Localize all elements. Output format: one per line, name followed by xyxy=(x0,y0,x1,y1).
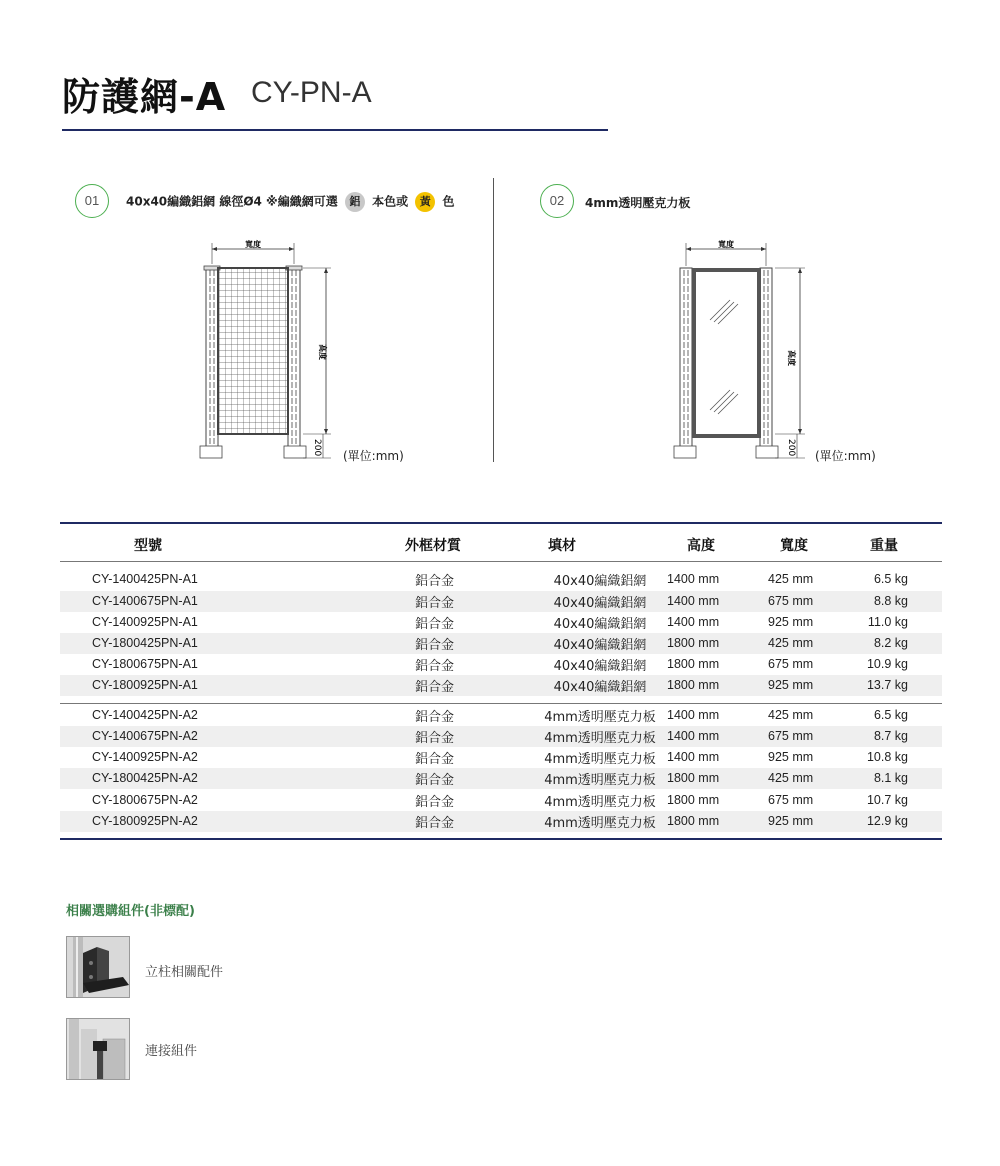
cell-width: 425 mm xyxy=(768,572,814,586)
cell-fill: 40x40編織鋁網 xyxy=(553,617,647,632)
cell-frame: 鋁合金 xyxy=(415,680,455,695)
connector-accessory-image[interactable] xyxy=(66,1018,130,1080)
page-title: 防護網-A xyxy=(62,75,227,119)
cell-weight: 8.7 kg xyxy=(873,729,908,743)
section-2-description: 4mm透明壓克力板 xyxy=(585,196,691,210)
table-top-rule xyxy=(60,522,942,524)
cell-frame: 鋁合金 xyxy=(415,773,455,788)
cell-frame: 鋁合金 xyxy=(415,752,455,767)
cell-model: CY-1400925PN-A1 xyxy=(92,615,198,629)
cell-frame: 鋁合金 xyxy=(415,617,455,632)
height-label: 高度 xyxy=(318,344,327,360)
header-height: 高度 xyxy=(687,538,715,554)
related-item-label[interactable]: 立柱相關配件 xyxy=(145,965,224,980)
cell-height: 1400 mm xyxy=(667,594,720,608)
unit-label: (單位:mm) xyxy=(815,449,876,463)
related-item-label[interactable]: 連接組件 xyxy=(145,1044,198,1059)
cell-width: 925 mm xyxy=(768,814,814,828)
cell-height: 1400 mm xyxy=(667,729,720,743)
cell-width: 425 mm xyxy=(768,708,814,722)
table-bottom-rule xyxy=(60,838,942,840)
header-model: 型號 xyxy=(134,538,162,554)
unit-label: (單位:mm) xyxy=(343,449,404,463)
table-row xyxy=(60,790,942,811)
post-bracket-icon xyxy=(67,937,130,998)
cell-weight: 8.1 kg xyxy=(873,771,908,785)
post-accessory-image[interactable] xyxy=(66,936,130,998)
cell-fill: 4mm透明壓克力板 xyxy=(544,816,656,831)
header-frame: 外框材質 xyxy=(405,538,461,554)
cell-height: 1800 mm xyxy=(667,636,720,650)
offset-label: 200 xyxy=(786,439,796,457)
table-row xyxy=(60,633,942,654)
product-code: CY-PN-A xyxy=(251,76,372,109)
cell-fill: 4mm透明壓克力板 xyxy=(544,710,656,725)
cell-fill: 40x40編織鋁網 xyxy=(553,596,647,611)
section-1-text-after: 色 xyxy=(442,194,455,209)
cell-frame: 鋁合金 xyxy=(415,816,455,831)
cell-weight: 8.8 kg xyxy=(873,594,908,608)
cell-weight: 8.2 kg xyxy=(873,636,908,650)
table-row xyxy=(60,726,942,747)
offset-label: 200 xyxy=(312,439,322,457)
cell-model: CY-1400425PN-A1 xyxy=(92,572,198,586)
section-1-description xyxy=(126,192,455,212)
cell-fill: 40x40編織鋁網 xyxy=(553,659,647,674)
cell-weight: 11.0 kg xyxy=(867,615,908,629)
cell-model: CY-1800425PN-A1 xyxy=(92,636,198,650)
cell-frame: 鋁合金 xyxy=(415,574,455,589)
cell-height: 1400 mm xyxy=(667,708,720,722)
table-group-rule xyxy=(60,703,942,704)
cell-weight: 6.5 kg xyxy=(873,708,908,722)
cell-frame: 鋁合金 xyxy=(415,659,455,674)
table-row xyxy=(60,569,942,590)
cell-height: 1800 mm xyxy=(667,793,720,807)
cell-model: CY-1800425PN-A2 xyxy=(92,771,198,785)
cell-height: 1800 mm xyxy=(667,657,720,671)
cell-width: 675 mm xyxy=(768,594,814,608)
cell-height: 1400 mm xyxy=(667,615,720,629)
cell-height: 1800 mm xyxy=(667,814,720,828)
cell-model: CY-1800675PN-A2 xyxy=(92,793,198,807)
cell-model: CY-1800925PN-A1 xyxy=(92,678,198,692)
cell-weight: 6.5 kg xyxy=(873,572,908,586)
cell-weight: 10.9 kg xyxy=(866,657,908,671)
cell-fill: 40x40編織鋁網 xyxy=(553,574,647,589)
cell-frame: 鋁合金 xyxy=(415,710,455,725)
cell-weight: 13.7 kg xyxy=(866,678,908,692)
cell-model: CY-1400675PN-A2 xyxy=(92,729,198,743)
section-1-text-before: 40x40編織鋁網 線徑Ø4 ※編織網可選 xyxy=(126,194,338,209)
cell-height: 1400 mm xyxy=(667,572,720,586)
cell-model: CY-1800925PN-A2 xyxy=(92,814,198,828)
table-row xyxy=(60,768,942,789)
cell-height: 1800 mm xyxy=(667,771,720,785)
cell-fill: 4mm透明壓克力板 xyxy=(544,773,656,788)
cell-weight: 10.8 kg xyxy=(866,750,908,764)
cell-model: CY-1400925PN-A2 xyxy=(92,750,198,764)
cell-frame: 鋁合金 xyxy=(415,638,455,653)
cell-fill: 40x40編織鋁網 xyxy=(553,638,647,653)
cell-width: 925 mm xyxy=(768,615,814,629)
cell-model: CY-1400425PN-A2 xyxy=(92,708,198,722)
width-label: 寬度 xyxy=(245,240,261,249)
cell-model: CY-1400675PN-A1 xyxy=(92,594,198,608)
table-row xyxy=(60,811,942,832)
section-1-text-middle: 本色或 xyxy=(372,194,409,209)
cell-width: 675 mm xyxy=(768,729,814,743)
connector-icon xyxy=(67,1019,130,1080)
table-header-rule xyxy=(60,561,942,562)
cell-frame: 鋁合金 xyxy=(415,731,455,746)
cell-frame: 鋁合金 xyxy=(415,596,455,611)
table-row xyxy=(60,612,942,633)
cell-width: 925 mm xyxy=(768,678,814,692)
cell-fill: 40x40編織鋁網 xyxy=(553,680,647,695)
header-fill: 填材 xyxy=(548,538,576,554)
section-divider xyxy=(493,178,494,462)
cell-width: 925 mm xyxy=(768,750,814,764)
table-row xyxy=(60,654,942,675)
width-label: 寬度 xyxy=(718,240,734,249)
yellow-color-chip: 黃 xyxy=(415,192,435,212)
cell-width: 425 mm xyxy=(768,771,814,785)
title-underline xyxy=(62,129,608,131)
table-row xyxy=(60,591,942,612)
aluminum-color-chip: 鋁 xyxy=(345,192,365,212)
cell-height: 1800 mm xyxy=(667,678,720,692)
cell-frame: 鋁合金 xyxy=(415,795,455,810)
cell-fill: 4mm透明壓克力板 xyxy=(544,731,656,746)
cell-height: 1400 mm xyxy=(667,750,720,764)
cell-fill: 4mm透明壓克力板 xyxy=(544,752,656,767)
section-2-number: 02 xyxy=(540,184,574,218)
header-width: 寬度 xyxy=(780,538,808,554)
cell-width: 675 mm xyxy=(768,793,814,807)
cell-width: 425 mm xyxy=(768,636,814,650)
header-weight: 重量 xyxy=(870,538,898,554)
cell-width: 675 mm xyxy=(768,657,814,671)
acrylic-panel-drawing xyxy=(670,238,820,468)
mesh-panel-drawing xyxy=(195,236,345,468)
table-row xyxy=(60,675,942,696)
height-label: 高度 xyxy=(787,350,796,366)
section-1-number: 01 xyxy=(75,184,109,218)
table-row xyxy=(60,705,942,726)
cell-fill: 4mm透明壓克力板 xyxy=(544,795,656,810)
table-row xyxy=(60,747,942,768)
related-accessories-title: 相關選購組件(非標配) xyxy=(66,904,195,919)
cell-weight: 10.7 kg xyxy=(866,793,908,807)
cell-weight: 12.9 kg xyxy=(866,814,908,828)
cell-model: CY-1800675PN-A1 xyxy=(92,657,198,671)
